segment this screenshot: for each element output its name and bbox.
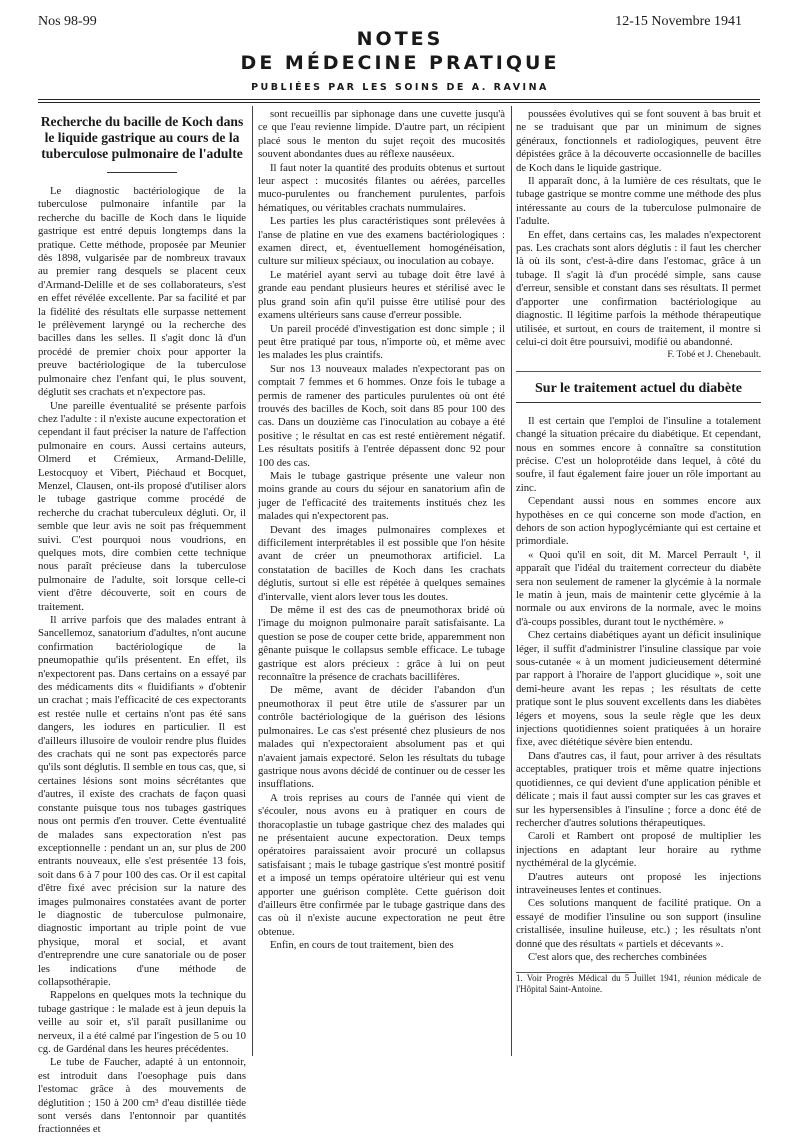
paragraph: Caroli et Rambert ont proposé de multiplier les injections en adaptant leur horaire au rythme nycthéméral de la glycémie. [516,830,761,870]
paragraph: Il apparaît donc, à la lumière de ces résultats, que le tubage gastrique se montre comme une méthode des plus intéressante au cours de la tuberculose pulmonaire de l'adulte. [516,175,761,228]
paragraph: De même il est des cas de pneumothorax bridé où l'image du moignon pulmonaire paraît satisfaisante. La question se pose de couper cette bride, apparemment non gênante puisque le collapsus semble efficace. Le tubage gastrique est alors précieux : grâce à lui on peut reconnaître la présence de crachats bacillifères. [258,604,505,684]
article2-title: Sur le traitement actuel du diabète [535,380,742,396]
paragraph: Cependant aussi nous en sommes encore aux hypothèses en ce qui concerne son mode d'action, en dehors de son action hypoglycémiante qui est certaine et primordiale. [516,495,761,548]
paragraph: Mais le tubage gastrique présente une valeur non moins grande au cours du séjour en sanatorium afin de juger de l'efficacité des traitements institués chez les malades qui n'expectorent pas. [258,469,505,523]
column-divider [252,106,253,1056]
article1-signature: F. Tobé et J. Chenebault. [667,350,761,361]
paragraph: Rappelons en quelques mots la technique du tubage gastrique : le malade est à jeun depuis la veille au soir et, s'il paraît pusillanime ou nerveux, il a été calmé par l'ingestion de 5 ou 10 cg. de Gardénal dans les heures précédentes. [38,989,246,1055]
paragraph: Dans d'autres cas, il faut, pour arriver à des résultats acceptables, pratiquer trois et même quatre injections quotidiennes, ce qui devient d'une application pénible et délicate ; mais il faut aussi compter sur les cas graves et sur les hypersensibles à l'insuline ; force a donc été de rechercher d'autres solutions thérapeutiques. [516,749,761,829]
column-1 [38,108,246,1136]
paragraph: Une pareille éventualité se présente parfois chez l'adulte : il n'existe aucune expectoration et cependant il faut préciser la nature de l'affection pulmonaire en cours. Aussi certains auteurs, Olmerd et Crémieux, Armand-Delille, Lestocquoy et Vibert, Piéchaud et Bocquet, Menzel, Clausen, ont-ils proposé d'utiliser alors le tubage gastrique comme procédé de recherche du crachat tuberculeux dégluti. Or, il semble que leur avis ne soit pas fréquemment suivi. C'est pourquoi nous voudrions, en quelques mots, dire combien cette technique nous paraît précieuse dans la tuberculose pulmonaire de l'adulte, soit lorsque celle-ci vient d'être découverte, soit en cours de traitement. [38,399,246,613]
journal-subtitle: PUBLIÉES PAR LES SOINS DE A. RAVINA [251,82,549,93]
paragraph: C'est alors que, des recherches combinées [528,950,707,963]
column-2 [258,108,505,1068]
paragraph: Ces solutions manquent de facilité pratique. On a essayé de modifier l'insuline ou son support (insuline cristallisée, insuline huileuse, etc.) ; les résultats n'ont donné que des résultats « partiels et décevants ». [516,897,761,950]
paragraph: « Quoi qu'il en soit, dit M. Marcel Perrault ¹, il apparaît que l'idéal du traitement correcteur du diabète sera non seulement de ramener la glycémie à la normale le matin à jeun, mais de maintenir cette glycémie à la normale ou aux environs de la normale, avec le moins d'à-coups possibles, durant tout le nycthémère. » [516,548,761,628]
paragraph: sont recueillis par siphonage dans une cuvette jusqu'à ce que l'eau revienne limpide. D'autre part, un récipient placé sous le menton du sujet reçoit des mucosités souvent abondantes dues au réflexe nauséeux. [258,108,505,161]
title-rule [107,172,177,173]
paragraph: Il est certain que l'emploi de l'insuline a totalement changé la situation précaire du diabétique. Et cependant, nous en sommes encore à connaître sa constitution précise. C'est un holoprotéide dans lequel, à côté du soufre, il faut également faire jouer un rôle important au zinc. [516,414,761,494]
column-3 [516,108,761,1068]
journal-title-line2: DE MÉDECINE PRATIQUE [240,52,560,74]
masthead-rule [38,99,760,100]
paragraph: De même, avant de décider l'abandon d'un pneumothorax il peut être utile de s'assurer par un contrôle bactériologique de la guérison des lésions pulmonaires. Le cas s'est présenté chez plusieurs de nos malades qui n'expectoraient absolument pas et qui n'avaient jamais expectoré. Selon les résultats du tubage gastrique nous avons décidé de continuer ou de cesser les insufflations. [258,684,505,791]
paragraph: Les parties les plus caractéristiques sont prélevées à l'anse de platine en vue des examens bactériologiques : examen direct, et, éventuellement homogénéisation, culture sur milieux spéciaux, ou inoculation au cobaye. [258,215,505,268]
paragraph: En effet, dans certains cas, les malades n'expectorent pas. Les crachats sont alors déglutis : il faut les chercher là où ils sont, c'est-à-dire dans l'estomac, grâce à un tubage. Il s'agit là d'un procédé simple, sans cause d'erreur, sensible et constant dans ses résultats. Il permet d'apporter une confirmation bactériologique au diagnostic. Il légitime parfois la méthode thérapeutique utilisée, et surtout, en cours de traitement, il montre si celui-ci doit être poursuivi, modifié ou abandonné. [516,228,761,348]
title-rule [516,402,761,403]
journal-title-line1: NOTES [356,28,444,50]
paragraph: Enfin, en cours de tout traitement, bien des [270,939,454,952]
paragraph: Sur nos 13 nouveaux malades n'expectorant pas on comptait 7 femmes et 6 hommes. Onze fois le tubage a permis de ramener des particules purulentes où ont été trouvés des bacilles de Koch, soit dans 85 pour 100 des cas. Dans un douzième cas l'inoculation au cobaye a été positive ; le résultat en cas est resté entièrement négatif. Les résultats positifs à l'entrée dépassent donc 92 pour 100 des cas. [258,362,505,469]
column-divider [511,106,512,1056]
paragraph: Le tube de Faucher, adapté à un entonnoir, est introduit dans l'oesophage puis dans l'estomac grâce à des mouvements de déglutition ; 150 à 200 cm³ d'eau distillée tiède sont versés dans l'entonnoir par quantités fractionnées et [38,1056,246,1136]
paragraph: Le diagnostic bactériologique de la tuberculose pulmonaire infantile par la recherche du bacille de Koch dans le liquide gastrique est entré depuis longtemps dans la pratique. Cette méthode, proposée par Meunier dès 1898, vulgarisée par de nombreux travaux au premier rang desquels se placent ceux d'Armand-Delille et de ses collaborateurs, s'est en effet révélée excellente. Par sa facilité et par la fidélité des résultats elle surpasse nettement le prélèvement laryngé ou la recherche des bacilles dans les selles. Il s'agit donc là d'un procédé de premier choix pour apporter la preuve bactériologique de la tuberculose pulmonaire chez l'enfant qui, le plus souvent, déglutit ses crachats et n'expectore pas. [38,185,246,399]
issue-number: Nos 98-99 [38,14,97,29]
issue-date: 12-15 Novembre 1941 [615,14,742,29]
paragraph: A trois reprises au cours de l'année qui vient de s'écouler, nous avons eu à pratiquer en cours de thoracoplastie un tubage gastrique chez des malades qui ne présentaient aucune expectoration. Deux temps opératoires paraissaient avoir procuré un collapsus satisfaisant ; mais le tubage gastrique s'est montré positif et a imposé un temps opératoire ultérieur qui est venu apporter une guérison complète. Cette guérison doit d'ailleurs être confirmée par le tubage gastrique dans des cas où il n'existe aucune expectoration ne peut être obtenue. [258,791,505,938]
paragraph: Il faut noter la quantité des produits obtenus et surtout leur aspect : mucosités filantes ou aérées, parcelles muco-purulentes ou franchement purulentes, parfois hématiques, ou véritables crachats nummulaires. [258,161,505,214]
footnote: 1. Voir Progrès Médical du 5 Juillet 1941, réunion médicale de l'Hôpital Saint-Antoine. [516,973,761,995]
article-separator [516,371,761,372]
paragraph: Il arrive parfois que des malades entrant à Sancellemoz, sanatorium d'adultes, n'ont aucune confirmation bactériologique de la pneumopathie qu'ils présentent. En effet, ils n'expectorent pas. Dans certains on a essayé par des médicaments dits « fluidifiants » d'obtenir un crachat ; mais l'efficacité de ces expectorants est restée nulle et certains n'ont pas été sans dangers, les iodures en particulier. Il est d'ailleurs illusoire de vouloir rendre plus fluides des crachats qui ne sont pas expectorés parce qu'ils sont déglutis. Il semble en tous cas, que, si certaines lésions sont moins sécrétantes que d'autres, il existe des crachats de façon quasi constante puisque tous nos tubages gastriques nous ont permis d'en trouver. Cette éventualité de malades sans expectoration n'est pas exceptionnelle : pendant un an, sur plus de 200 entrants nouveaux, elle s'est présentée 13 fois, soit dans 6 à 7 pour 100 des cas. Or il est capital d'être fixé avec précision sur la nature des images pulmonaires constatées avant de porter le diagnostic de tuberculose pulmonaire, diagnostic important au triple point de vue physique, moral et social, et avant d'entreprendre une cure sanatoriale ou de poser les indications d'une méthode de collapsothérapie. [38,614,246,988]
paragraph: Un pareil procédé d'investigation est donc simple ; il peut être pratiqué par tous, n'importe où, et même avec les malades les plus craintifs. [258,322,505,362]
paragraph: Le matériel ayant servi au tubage doit être lavé à grande eau pendant plusieurs heures et stérilisé avec le plus grand soin afin qu'il puisse être utilisé pour des examens ultérieurs sans cause d'erreur possible. [258,268,505,322]
masthead-rule [38,102,760,103]
paragraph: poussées évolutives qui se font souvent à bas bruit et ne se traduisant que par un minimum de signes généraux, fonctionnels et radiologiques, peuvent être dépistées grâce à la découverte occasionnelle de bacilles de Koch dans le liquide gastrique. [516,108,761,174]
article1-title: Recherche du bacille de Koch dans le liquide gastrique au cours de la tuberculose pulmonaire de l'adulte [40,114,244,161]
paragraph: D'autres auteurs ont proposé les injections intraveineuses lentes et continues. [516,870,761,896]
paragraph: Devant des images pulmonaires complexes et difficilement interprétables il est possible que l'on hésite avant de créer un pneumothorax artificiel. La constatation de bacilles de Koch dans les crachats déglutis, surtout si elle est répétée à quelques semaines d'intervalle, vient alors lever tous les doutes. [258,523,505,603]
paragraph: Chez certains diabétiques ayant un déficit insulinique léger, il suffit d'administrer l'insuline classique par voie sous-cutanée « à un moment judicieusement déterminé par rapport à l'horaire de l'apport glucidique », soit une demi-heure avant les repas ; les résultats de cette pratique sont le plus souvent excellents dans les diabètes légers et moyens, sous la seule règle que les deux injections quotidiennes soient pratiquées à un horaire fixe, avec diététique sévère bien entendu. [516,629,761,749]
